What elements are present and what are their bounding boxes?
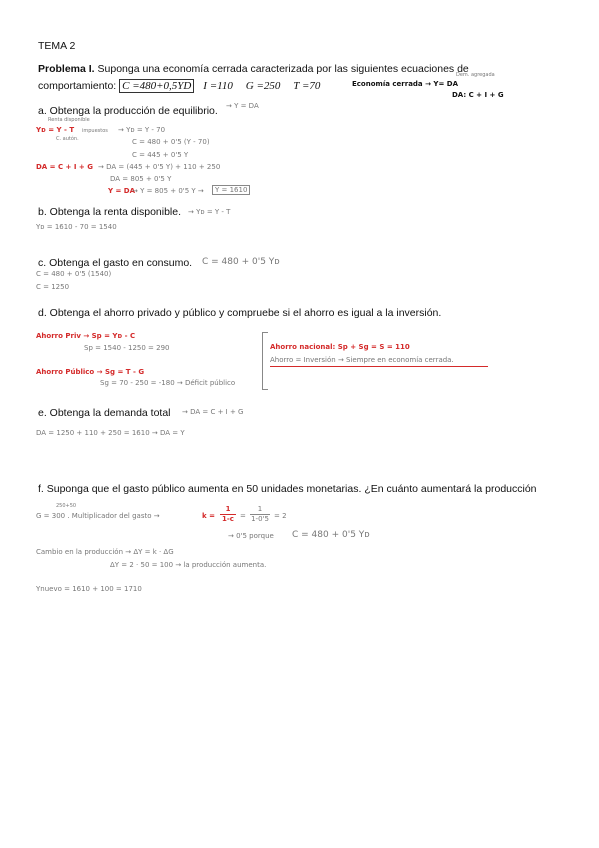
k-label: k = — [202, 512, 215, 520]
step-c-sub: C = 480 + 0'5 (Y - 70) — [132, 138, 210, 146]
fraction-2-den: 1-0'5 — [251, 515, 269, 523]
answer-yd: Yᴅ = 1610 - 70 = 1540 — [36, 223, 117, 231]
y-equals-da: Y = DA — [108, 187, 136, 195]
bracket-ahorro — [262, 332, 268, 390]
question-c: c. Obtenga el gasto en consumo. — [38, 257, 193, 269]
ahorro-nacional: Ahorro nacional: Sp + Sg = S = 110 — [270, 343, 410, 351]
problem-title: Problema I. — [38, 63, 95, 75]
c-reference: C = 480 + 0'5 Yᴅ — [292, 530, 370, 540]
step-solve: → Y = 805 + 0'5 Y → — [132, 187, 204, 195]
cambio-produccion: Cambio en la producción → ΔY = k · ΔG — [36, 548, 174, 556]
sg-calc: Sg = 70 - 250 = -180 → Déficit público — [100, 379, 236, 387]
note-economia-cerrada: Economía cerrada → Y= DA — [352, 80, 458, 88]
question-e: e. Obtenga la demanda total — [38, 407, 171, 419]
ahorro-inversion-underline — [270, 366, 488, 367]
fraction-2 — [250, 505, 270, 524]
answer-c-line2: C = 1250 — [36, 283, 70, 291]
label-c-autonomo: C. autón. — [56, 136, 79, 142]
ahorro-publico: Ahorro Público → Sg = T - G — [36, 368, 145, 376]
question-f: f. Suponga que el gasto público aumenta en 50 unidades monetarias. ¿En cuánto aumentará la producción — [38, 483, 537, 495]
note-porque: → 0'5 porque — [228, 532, 274, 540]
note-y-da: → Y = DA — [226, 102, 259, 110]
fraction-1-den: 1-c — [222, 515, 234, 523]
delta-y-calc: ΔY = 2 · 50 = 100 → la producción aumenta. — [110, 561, 267, 569]
equals-sign: = — [240, 512, 246, 520]
answer-da: DA = 1250 + 110 + 250 = 1610 → DA = Y — [36, 429, 185, 437]
equation-impuestos: T =70 — [293, 80, 321, 92]
equation-inversion: I =110 — [203, 80, 233, 92]
question-b: b. Obtenga la renta disponible. — [38, 206, 182, 218]
problem-intro-line2 — [38, 80, 320, 92]
ahorro-inversion: Ahorro = Inversión → Siempre en economía cerrada. — [270, 356, 454, 364]
equation-consumo: C =480+0,5YD — [119, 79, 194, 93]
comportamiento-label: comportamiento: — [38, 80, 117, 92]
note-consumo: C = 480 + 0'5 Yᴅ — [202, 257, 280, 267]
step-da-sub: → DA = (445 + 0'5 Y) + 110 + 250 — [98, 163, 221, 171]
step-c-simplified: C = 445 + 0'5 Y — [132, 151, 189, 159]
fraction-1 — [220, 505, 236, 524]
note-yd: → Yᴅ = Y - T — [188, 208, 231, 216]
note-renta-disponible: Renta disponible — [48, 117, 90, 123]
label-impuestos: impuestos — [82, 128, 108, 134]
question-d: d. Obtenga el ahorro privado y público y compruebe si el ahorro es igual a la inversión. — [38, 307, 442, 319]
note-da-def: DA: C + I + G — [452, 91, 504, 99]
note-g-sum: 250+50 — [56, 503, 77, 509]
problem-intro-line1 — [38, 63, 469, 75]
tema-heading: TEMA 2 — [38, 40, 76, 52]
yd-definition: Yᴅ = Y - T — [36, 126, 75, 134]
equation-gasto: G =250 — [245, 80, 281, 92]
problem-intro-text: Suponga una economía cerrada caracterizada por las siguientes ecuaciones de — [97, 63, 469, 75]
fraction-2-num: 1 — [250, 505, 270, 515]
ahorro-privado: Ahorro Priv → Sp = Yᴅ - C — [36, 332, 136, 340]
step-da-simplified: DA = 805 + 0'5 Y — [110, 175, 172, 183]
answer-c-line1: C = 480 + 0'5 (1540) — [36, 270, 112, 278]
fraction-1-num: 1 — [220, 505, 236, 515]
sp-calc: Sp = 1540 - 1250 = 290 — [84, 344, 170, 352]
question-a: a. Obtenga la producción de equilibrio. — [38, 105, 218, 117]
note-dem-agregada: Dem. agregada — [456, 72, 495, 78]
note-demanda: → DA = C + I + G — [182, 408, 244, 416]
step-yd: → Yᴅ = Y - 70 — [118, 126, 166, 134]
k-result: = 2 — [274, 512, 287, 520]
da-definition: DA = C + I + G — [36, 163, 93, 171]
y-nuevo: Ynuevo = 1610 + 100 = 1710 — [36, 585, 142, 593]
result-y: Y = 1610 — [212, 185, 250, 195]
g-multiplicador: G = 300 . Multiplicador del gasto → — [36, 512, 160, 520]
